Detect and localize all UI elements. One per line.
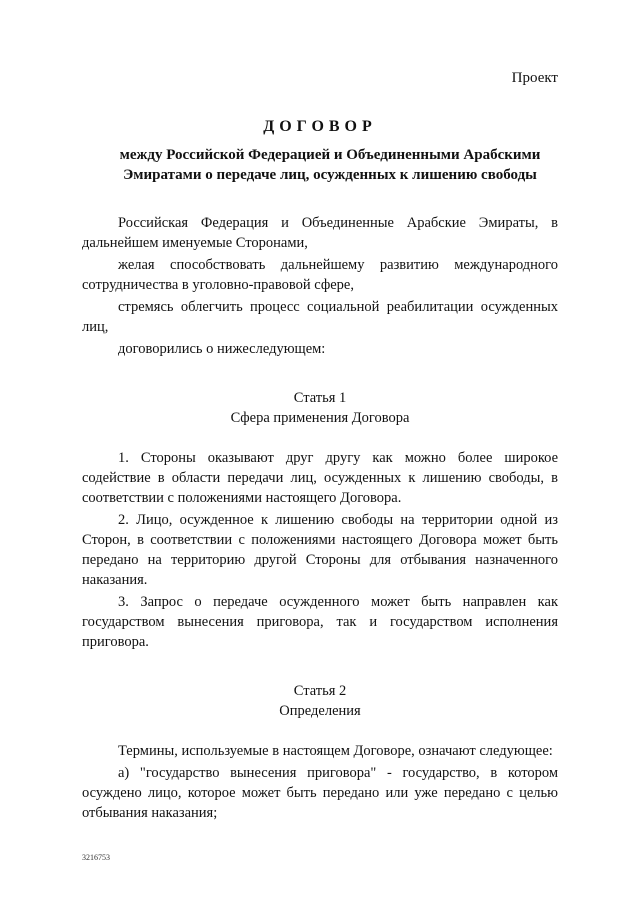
article-1-paragraph: 2. Лицо, осужденное к лишению свободы на территории одной из Сторон, в соответствии с положениями настоящего Договора может быть передано на территорию другой Стороны для отбывания назначенного наказания. bbox=[82, 512, 558, 588]
draft-label: Проект bbox=[511, 70, 558, 86]
article-2-heading: Определения bbox=[279, 703, 361, 719]
article-2-header bbox=[82, 681, 558, 721]
article-1-paragraph: 1. Стороны оказывают друг другу как можно более широкое содействие в области передачи лиц, осужденных к лишению свободы, в соответствии с положениями настоящего Договора. bbox=[82, 450, 558, 506]
preamble-paragraph: стремясь облегчить процесс социальной реабилитации осужденных лиц, bbox=[82, 299, 558, 335]
preamble bbox=[82, 213, 558, 359]
document-title: ДОГОВОР bbox=[263, 118, 377, 135]
document-number: 3216753 bbox=[82, 853, 110, 862]
preamble-paragraph: желая способствовать дальнейшему развитию международного сотрудничества в уголовно-правовой сфере, bbox=[82, 257, 558, 293]
article-1-header bbox=[82, 388, 558, 428]
article-1-body bbox=[82, 448, 558, 652]
preamble-paragraph: Российская Федерация и Объединенные Арабские Эмираты, в дальнейшем именуемые Сторонами, bbox=[82, 215, 558, 251]
subtitle-line-1: между Российской Федерацией и Объединенными Арабскими bbox=[119, 147, 541, 163]
subtitle-line-2: Эмиратами о передаче лиц, осужденных к лишению свободы bbox=[123, 167, 537, 183]
preamble-paragraph: договорились о нижеследующем: bbox=[118, 341, 326, 357]
article-2-paragraph: а) "государство вынесения приговора" - государство, в котором осуждено лицо, которое может быть передано или уже передано с целью отбывания наказания; bbox=[82, 765, 558, 821]
article-2-number: Статья 2 bbox=[293, 683, 347, 699]
article-1-paragraph: 3. Запрос о передаче осужденного может быть направлен как государством вынесения приговора, так и государством исполнения приговора. bbox=[82, 594, 558, 650]
document-body bbox=[82, 213, 558, 823]
document-subtitle bbox=[90, 145, 570, 185]
article-1-heading: Сфера применения Договора bbox=[230, 410, 410, 426]
article-1-number: Статья 1 bbox=[293, 390, 347, 406]
article-2-paragraph: Термины, используемые в настоящем Договоре, означают следующее: bbox=[118, 743, 553, 759]
article-2-body bbox=[82, 741, 558, 823]
